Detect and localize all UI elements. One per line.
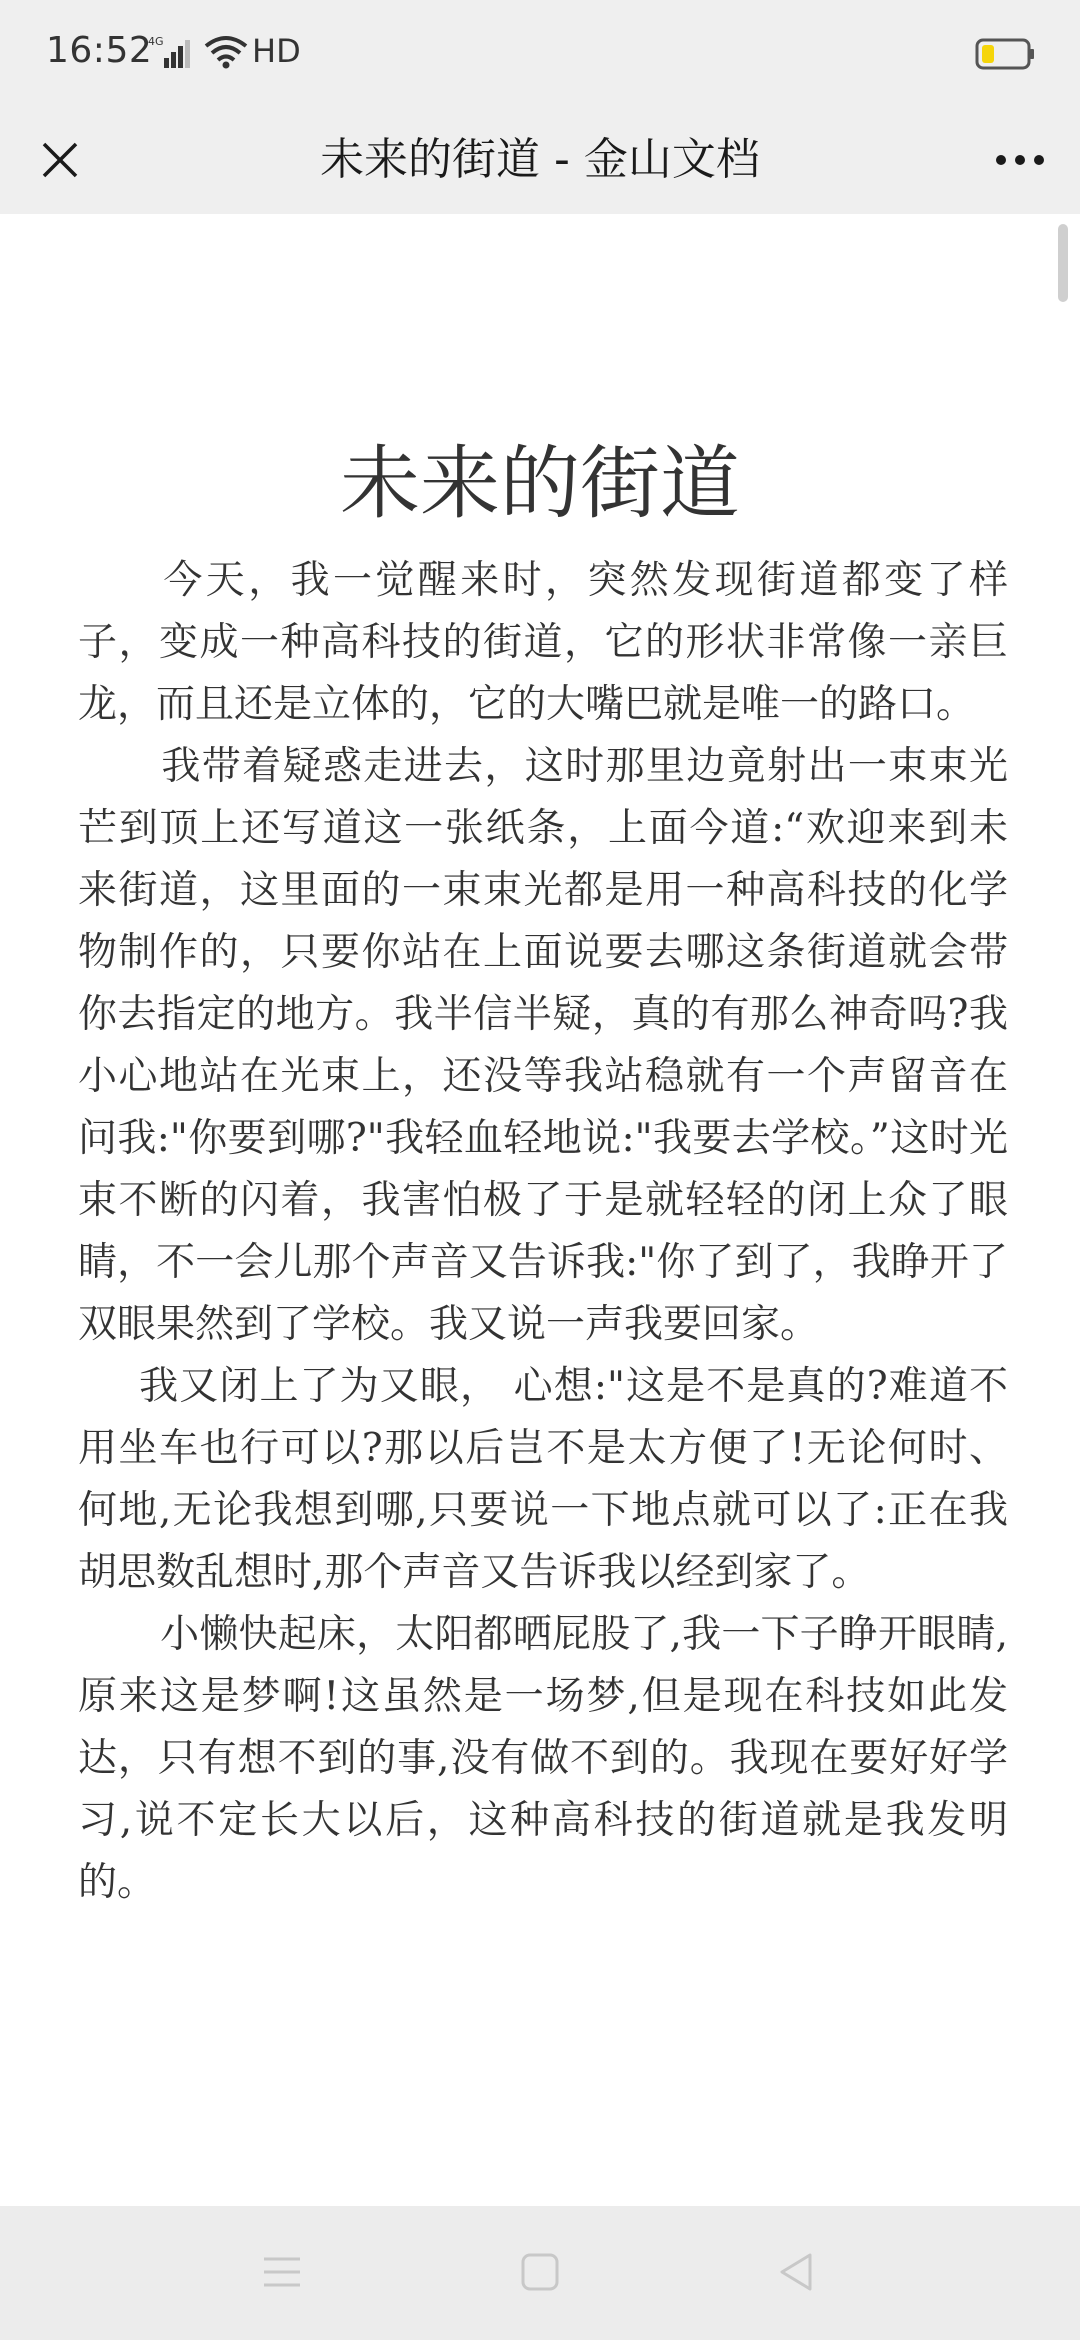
app-bar	[0, 106, 1080, 214]
document-body	[78, 550, 1008, 1914]
menu-icon	[262, 2255, 302, 2289]
scrollbar[interactable]	[1058, 224, 1068, 302]
status-bar	[0, 0, 1080, 106]
paragraph-text: 我又闭上了为又眼， 心想:"这是不是真的?难道不用坐车也行可以?那以后岂不是太方便了!无论何时、何地,无论我想到哪,只要说一下地点就可以了:正在我胡思数乱想时,那个声音又告诉我以经到家了。	[78, 1364, 1008, 1595]
document-view[interactable]	[0, 214, 1080, 2206]
paragraph-3	[78, 1356, 1008, 1604]
home-square-icon	[520, 2252, 560, 2292]
page-title: 未来的街道 - 金山文档	[320, 134, 760, 185]
paragraph-text: 今天，我一觉醒来时，突然发现街道都变了样子，变成一种高科技的街道，它的形状非常像一亲巨龙，而且还是立体的，它的大嘴巴就是唯一的路口。	[78, 558, 1008, 727]
cell-signal-4g-icon	[148, 34, 192, 70]
paragraph-1	[78, 550, 1008, 736]
paragraph-4	[78, 1604, 1008, 1914]
more-horizontal-icon	[994, 153, 1046, 167]
menu-button[interactable]	[252, 2242, 312, 2302]
wifi-icon	[204, 34, 248, 70]
document-title: 未来的街道	[340, 437, 740, 530]
back-button[interactable]	[766, 2242, 826, 2302]
home-button[interactable]	[510, 2242, 570, 2302]
status-time: 16:52	[46, 30, 153, 71]
paragraph-text: 我带着疑惑走进去，这时那里边竟射出一束束光芒到顶上还写道这一张纸条，上面今道:“欢迎来到未来街道，这里面的一束束光都是用一种高科技的化学物制作的，只要你站在上面说要去哪这条街道就会带你去指定的地方。我半信半疑，真的有那么神奇吗?我小心地站在光束上，还没等我站稳就有一个声留音在问我:"你要到哪?"我轻血轻地说:"我要去学校。”这时光束不断的闪着，我害怕极了于是就轻轻的闭上众了眼睛，不一会儿那个声音又告诉我:"你了到了，我睁开了双眼果然到了学校。我又说一声我要回家。	[78, 744, 1008, 1347]
system-nav-bar	[0, 2206, 1080, 2340]
battery-low-icon	[975, 38, 1035, 70]
close-icon	[40, 140, 80, 180]
network-label: HD	[252, 32, 301, 70]
close-button[interactable]	[26, 126, 94, 194]
paragraph-text: 小懒快起床，太阳都晒屁股了,我一下子睁开眼睛,原来这是梦啊!这虽然是一场梦,但是现在科技如此发达，只有想不到的事,没有做不到的。我现在要好好学习,说不定长大以后，这种高科技的街道就是我发明的。	[78, 1612, 1008, 1905]
back-triangle-icon	[776, 2251, 816, 2293]
paragraph-2	[78, 736, 1008, 1356]
svg-text:4G: 4G	[148, 35, 164, 48]
more-button[interactable]	[986, 126, 1054, 194]
